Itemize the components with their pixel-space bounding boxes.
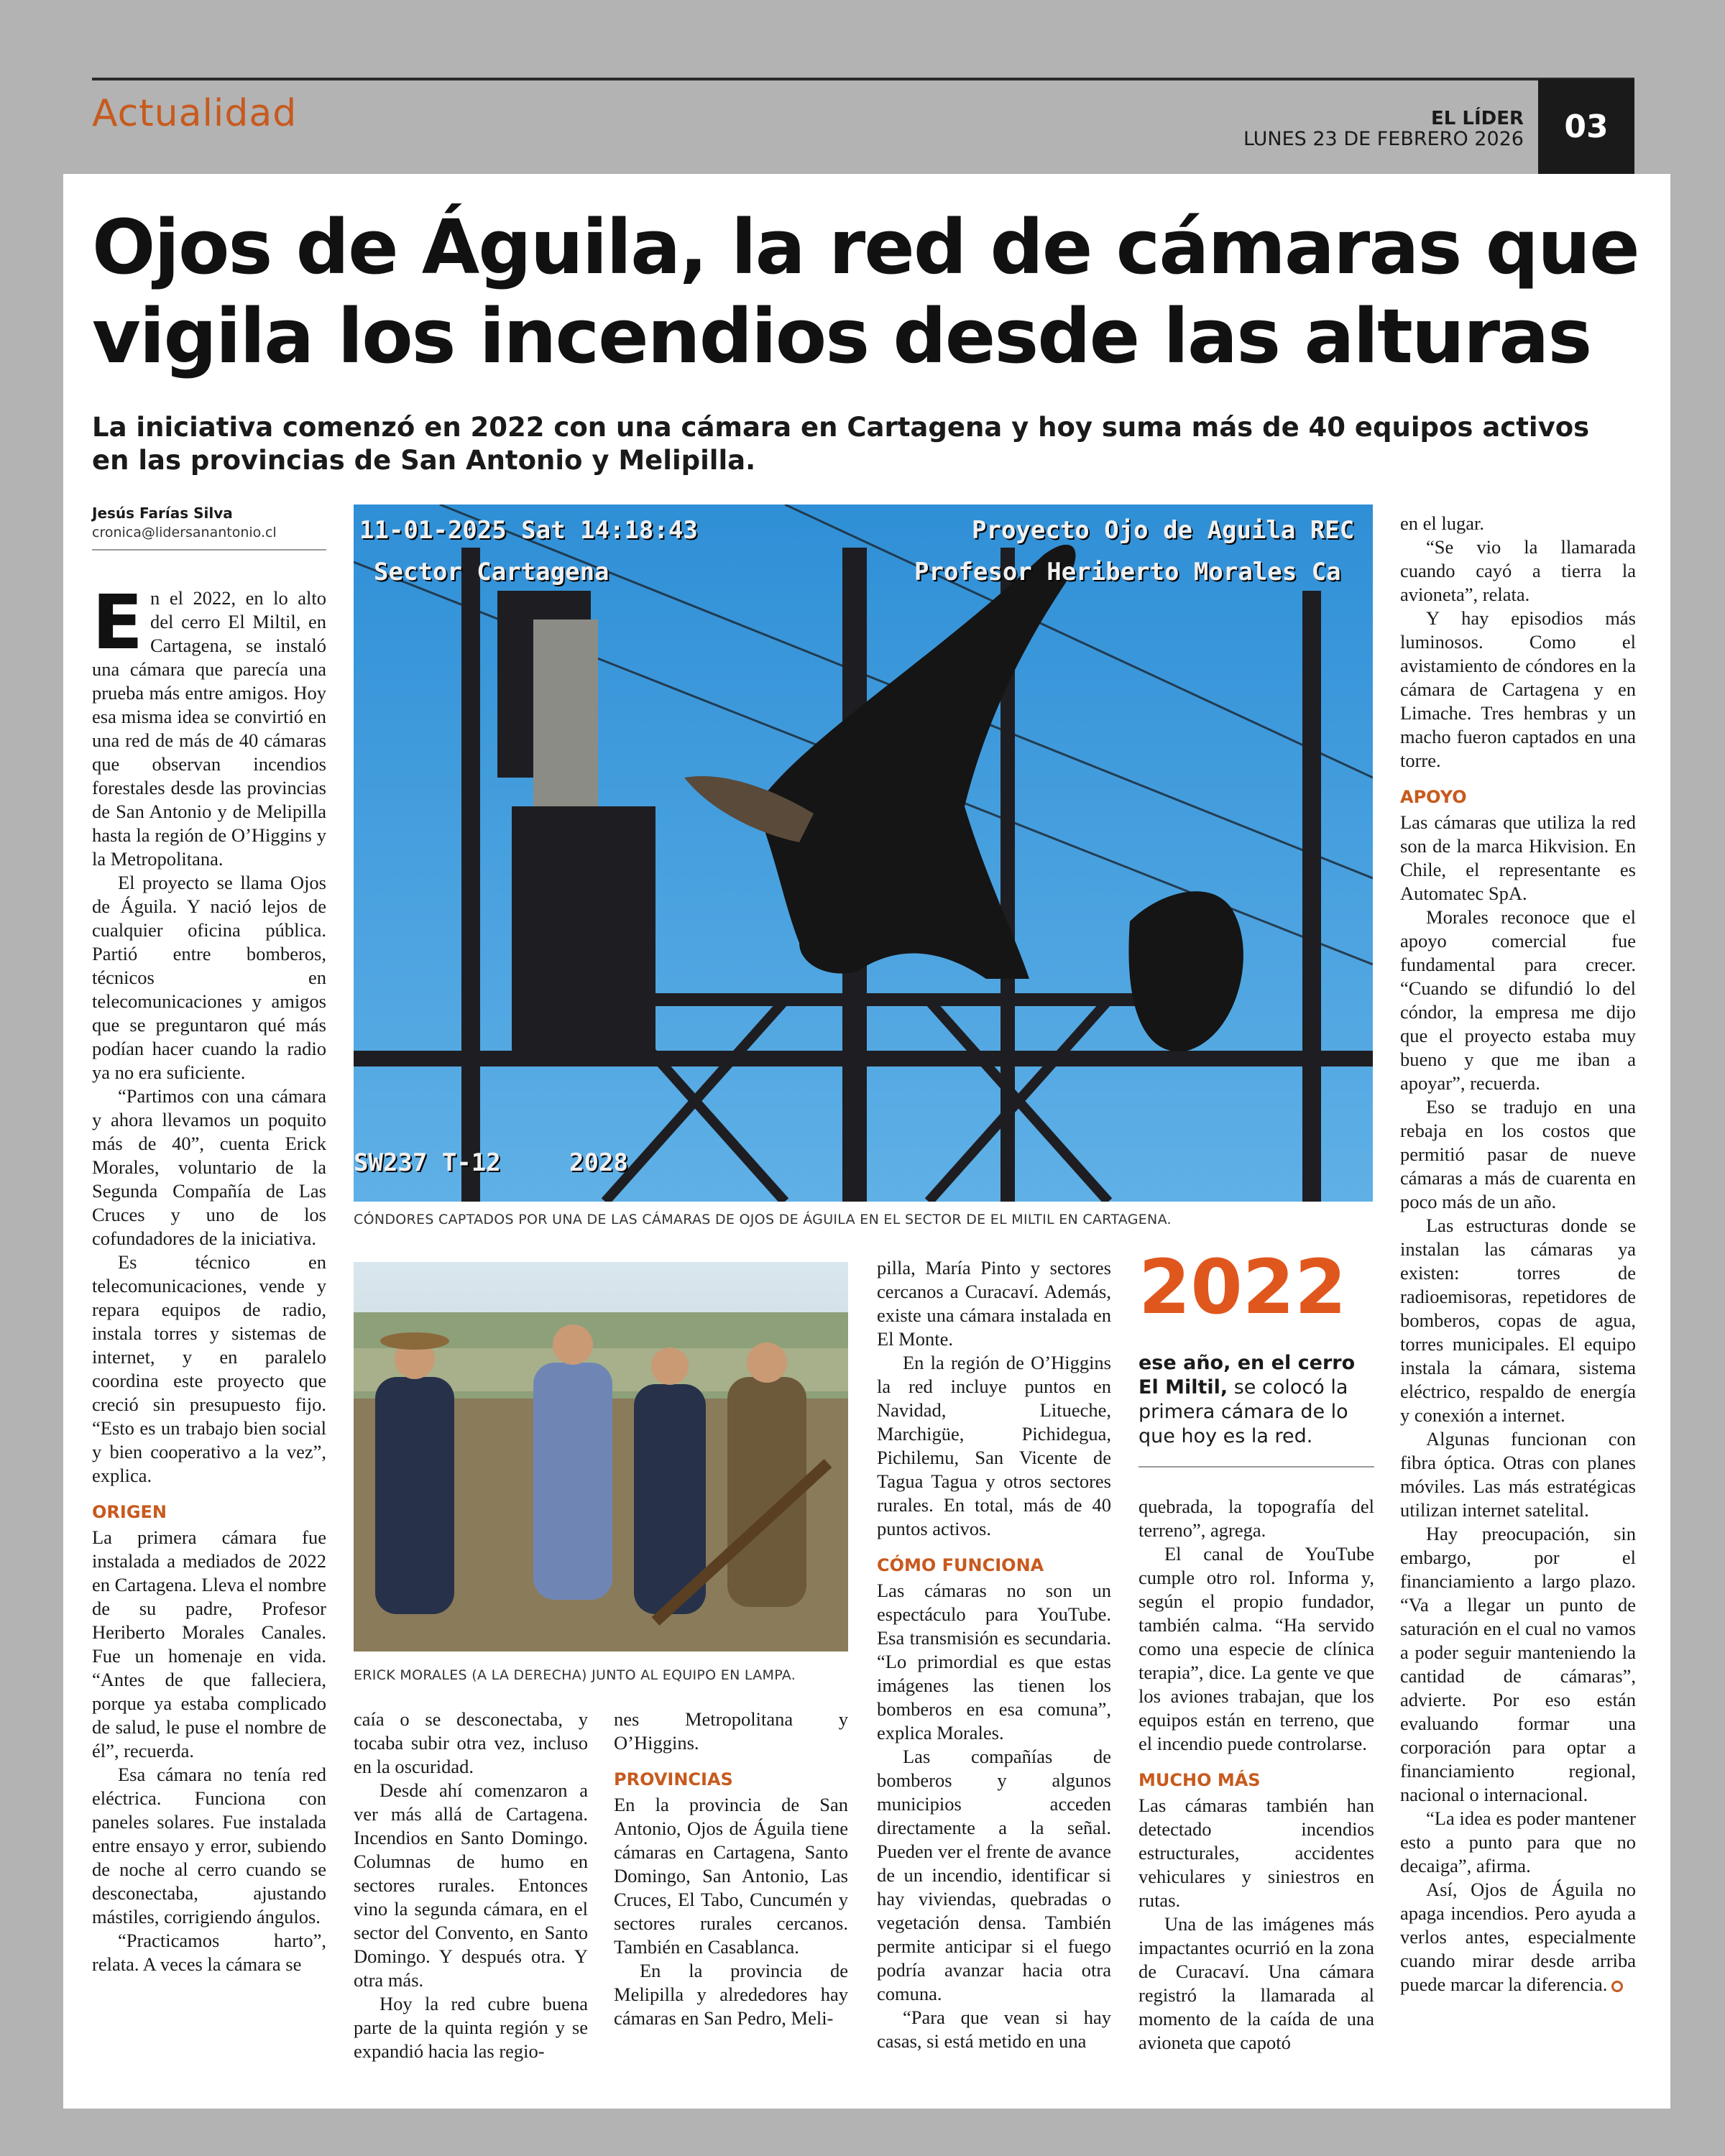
column-3	[614, 1708, 848, 2030]
subhead-como-funciona: CÓMO FUNCIONA	[877, 1555, 1044, 1575]
pull-quote	[1138, 1351, 1374, 1449]
osd-id: SW237 T-12	[354, 1148, 501, 1177]
paragraph: nes Metropolitana y O’Higgins.	[614, 1708, 848, 1754]
headline: Ojos de Águila, la red de cámaras que vigila los incendios desde las alturas	[92, 203, 1639, 380]
byline	[92, 505, 329, 540]
paragraph: Las cámaras no son un espectáculo para YouTube. Esa transmisión es secundaria. “Lo primordial es que estas imágenes las tienen los bomberos en esa comuna”, explica Morales.	[877, 1580, 1111, 1743]
osd-professor: Profesor Heriberto Morales Ca	[914, 558, 1341, 586]
paragraph: Una de las imágenes más impactantes ocurrió en la zona de Curacaví. Una cámara registró la llamarada al momento de la caída de una avioneta que capotó	[1138, 1913, 1374, 2053]
paragraph: “Se vio la llamarada cuando cayó a tierra la avioneta”, relata.	[1400, 536, 1636, 605]
paragraph	[1400, 1878, 1636, 1996]
column-1	[92, 579, 326, 1976]
paragraph: Y hay episodios más luminosos. Como el avistamiento de cóndores en la cámara de Cartagena y en Limache. Tres hembras y un macho fueron captados en una torre.	[1400, 607, 1636, 771]
section-name: Actualidad	[92, 92, 298, 135]
osd-sector: Sector Cartagena	[374, 558, 610, 586]
paragraph: Esa cámara no tenía red eléctrica. Funciona con paneles solares. Fue instalada entre ensayo y error, subiendo de noche al cerro cuando se desconectaba, ajustando mástiles, corrigiendo ángulos.	[92, 1764, 326, 1927]
paragraph: “Partimos con una cámara y ahora llevamos un poquito más de 40”, cuenta Erick Morales, voluntario de la Segunda Compañía de Las Cruces y uno de los cofundadores de la iniciativa.	[92, 1085, 326, 1249]
condor-photo	[354, 505, 1373, 1202]
paragraph: Las cámaras que utiliza la red son de la marca Hikvision. En Chile, el representante es Automatec SpA.	[1400, 811, 1636, 904]
team-photo	[354, 1262, 848, 1651]
paragraph: La primera cámara fue instalada a mediados de 2022 en Cartagena. Lleva el nombre de su padre, Profesor Heriberto Morales Canales. Fue un homenaje en vida. “Antes de que falleciera, porque ya estaba complicado de salud, le puse el nombre de él”, recuerda.	[92, 1526, 326, 1761]
photo1-caption: CÓNDORES CAPTADOS POR UNA DE LAS CÁMARAS DE OJOS DE ÁGUILA EN EL SECTOR DE EL MILTIL EN CARTAGENA.	[354, 1212, 1172, 1227]
author-name: Jesús Farías Silva	[92, 505, 233, 522]
final-paragraph-text: Así, Ojos de Águila no apaga incendios. Pero ayuda a verlos antes, especialmente cuando mirar desde arriba puede marcar la diferencia.	[1400, 1879, 1636, 1995]
column-6	[1400, 512, 1636, 1996]
paragraph: En la región de O’Higgins la red incluye puntos en Navidad, Litueche, Marchigüe, Pichidegua, Pichilemu, San Vicente de Tagua Tagua y otros sectores rurales. En total, más de 40 puntos activos.	[877, 1352, 1111, 1539]
paragraph: Es técnico en telecomunicaciones, vende y repara equipos de radio, instala torres y sistemas de internet, y en paralelo coordina este proyecto que creció sin presupuesto fijo. “Esto es un trabajo bien social y bien cooperativo a la vez”, explica.	[92, 1251, 326, 1486]
paragraph: El canal de YouTube cumple otro rol. Informa y, según el propio fundador, también calma. “Ha servido como una especie de clínica terapia”, dice. La gente ve que los aviones trabajan, que los equipos están en terreno, que el incendio puede controlarse.	[1138, 1543, 1374, 1754]
paragraph: Desde ahí comenzaron a ver más allá de Cartagena. Incendios en Santo Domingo. Columnas de humo en sectores rurales. Entonces vino la segunda cámara, en el sector del Convento, en Santo Domingo. Y después otra. Y otra más.	[354, 1779, 588, 1991]
paragraph: El proyecto se llama Ojos de Águila. Y nació lejos de cualquier oficina pública. Partió entre bomberos, técnicos en telecomunicaciones y amigos que se preguntaron qué más podían hacer cuando la radio ya no era suficiente.	[92, 872, 326, 1083]
condor-illustration	[354, 505, 1373, 1202]
deck: La iniciativa comenzó en 2022 con una cámara en Cartagena y hoy suma más de 40 equipos activos en las provincias de San Antonio y Melipilla.	[92, 412, 1590, 476]
paragraph: Eso se tradujo en una rebaja en los costos que permitió pasar de nueve cámaras a más de cuarenta en poco más de un año.	[1400, 1096, 1636, 1212]
end-mark-icon	[1611, 1981, 1623, 1992]
paper-name: EL LÍDER	[1431, 108, 1524, 129]
author-email: cronica@lidersanantonio.cl	[92, 525, 277, 540]
pull-text: se colocó la primera cámara de lo que hoy es la red.	[1138, 1376, 1348, 1447]
paragraph: Las compañías de bomberos y algunos municipios acceden directamente a la señal. Pueden ver el frente de avance de un incendio, identificar si hay viviendas, quebradas o vegetación densa. También permite anticipar si el fuego podría avanzar hacia otra comuna.	[877, 1746, 1111, 2004]
top-rule	[92, 78, 1634, 80]
paragraph: Hay preocupación, sin embargo, por el financiamiento a largo plazo. “Va a llegar un punto de saturación en el cual no vamos a poder seguir manteniendo la cantidad de cámaras”, advierte. Por eso están evaluando formar una corporación para optar a financiamiento regional, nacional o internacional.	[1400, 1523, 1636, 1805]
paragraph: En la provincia de San Antonio, Ojos de Águila tiene cámaras en Cartagena, Santo Domingo, San Antonio, Las Cruces, El Tabo, Cuncumén y sectores rurales cercanos. También en Casablanca.	[614, 1794, 848, 1958]
paragraph: Las cámaras también han detectado incendios estructurales, accidentes vehiculares y siniestros en rutas.	[1138, 1795, 1374, 1911]
osd-project: Proyecto Ojo de Aguila REC	[972, 516, 1355, 545]
paragraph: pilla, María Pinto y sectores cercanos a Curacaví. Además, existe una cámara instalada en El Monte.	[877, 1257, 1111, 1350]
paragraph: Hoy la red cubre buena parte de la quinta región y se expandió hacia las regio-	[354, 1993, 588, 2062]
osd-datetime: 11-01-2025 Sat 14:18:43	[359, 516, 698, 545]
paragraph: “La idea es poder mantener esto a punto para que no decaiga”, afirma.	[1400, 1807, 1636, 1876]
column-2	[354, 1708, 588, 2063]
subhead-apoyo: APOYO	[1400, 787, 1467, 807]
subhead-provincias: PROVINCIAS	[614, 1769, 733, 1789]
photo2-caption: ERICK MORALES (A LA DERECHA) JUNTO AL EQUIPO EN LAMPA.	[354, 1667, 796, 1683]
paragraph: “Practicamos harto”, relata. A veces la cámara se	[92, 1930, 326, 1975]
paragraph: En la provincia de Melipilla y alrededores hay cámaras en San Pedro, Meli-	[614, 1960, 848, 2029]
byline-rule	[92, 549, 326, 550]
team-illustration	[354, 1262, 848, 1651]
osd-year: 2028	[569, 1148, 628, 1177]
drop-cap: E	[92, 579, 144, 666]
paragraph: “Para que vean si hay casas, si está metido en una	[877, 2007, 1111, 2052]
paragraph: n el 2022, en lo alto del cerro El Miltil, en Cartagena, se instaló una cámara que parecía una prueba más entre amigos. Hoy esa misma idea se convirtió en una red de más de 40 cámaras que observan incendios forestales desde las provincias de San Antonio y de Melipilla hasta la región de O’Higgins y la Metropolitana.	[92, 587, 326, 870]
column-5	[1138, 1495, 1374, 2055]
column-4	[877, 1256, 1111, 2053]
pull-bold: ese año, en el cerro El Miltil,	[1138, 1352, 1356, 1399]
paragraph: quebrada, la topografía del terreno”, agrega.	[1138, 1496, 1374, 1541]
paragraph: caía o se desconectaba, y tocaba subir otra vez, incluso en la oscuridad.	[354, 1708, 588, 1777]
paragraph: Algunas funcionan con fibra óptica. Otras con planes móviles. Las más estratégicas utilizan internet satelital.	[1400, 1428, 1636, 1521]
paragraph: Morales reconoce que el apoyo comercial fue fundamental para crecer. “Cuando se difundió lo del cóndor, la empresa me dijo que el proyecto estaba muy bueno y que me iban a apoyar”, recuerda.	[1400, 906, 1636, 1094]
paragraph: Las estructuras donde se instalan las cámaras ya existen: torres de radioemisoras, repetidores de bomberos, copas de agua, torres municipales. El equipo instala la cámara, sistema eléctrico, respaldo de energía y conexión a internet.	[1400, 1215, 1636, 1426]
subhead-origen: ORIGEN	[92, 1502, 167, 1522]
page-number: 03	[1538, 79, 1634, 174]
paragraph: en el lugar.	[1400, 512, 1484, 534]
issue-date: LUNES 23 DE FEBRERO 2026	[1243, 128, 1524, 150]
subhead-mucho-mas: MUCHO MÁS	[1138, 1770, 1261, 1790]
pull-rule	[1138, 1466, 1374, 1468]
pull-number: 2022	[1138, 1243, 1347, 1331]
